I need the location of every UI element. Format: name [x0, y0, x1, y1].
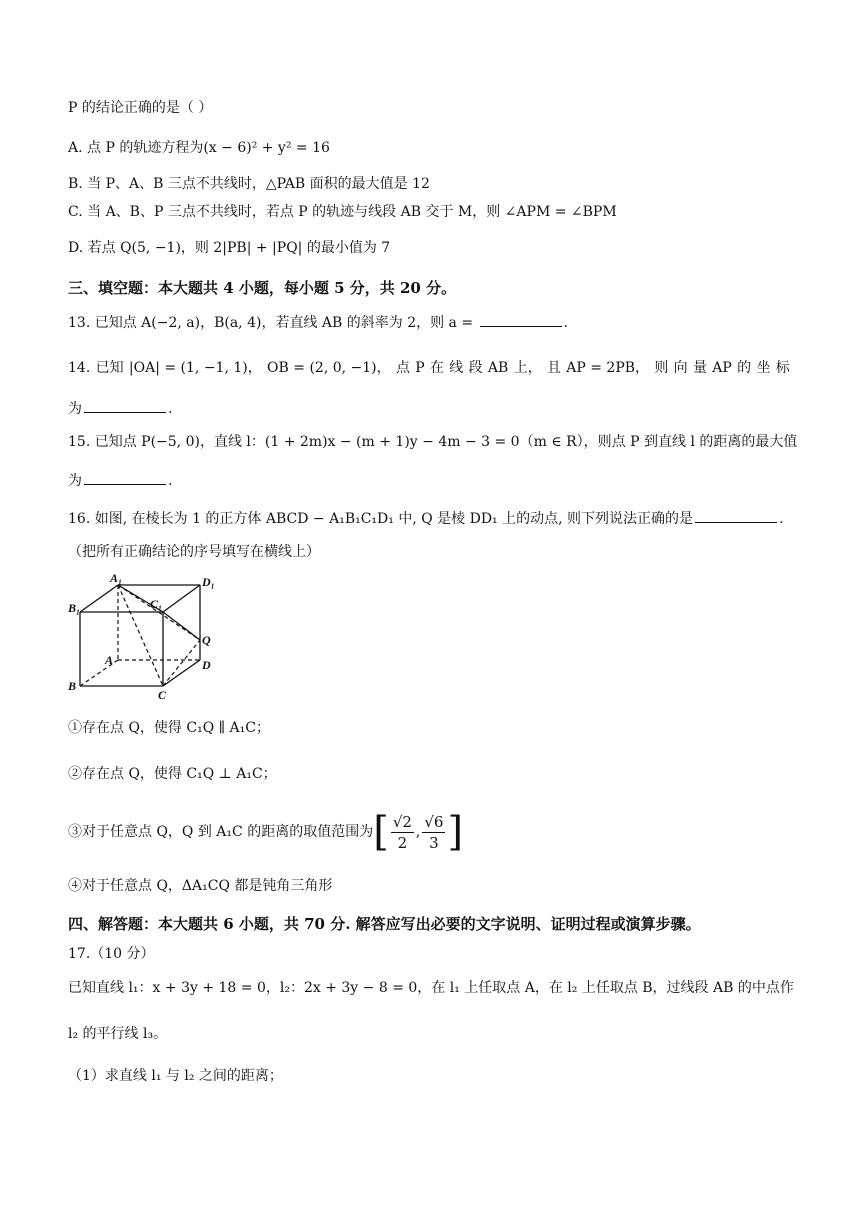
hidden-segment-cq — [163, 640, 200, 686]
fraction-1 — [391, 812, 414, 853]
label-b: B — [68, 679, 77, 693]
q14-end: . — [168, 401, 173, 417]
q16-line1 — [68, 508, 783, 529]
label-c1: C₁ — [150, 597, 163, 611]
answer-blank — [480, 312, 562, 327]
q14-token: 则 — [654, 360, 669, 376]
edge-c1d1 — [163, 585, 200, 612]
q15-line2-start: 为 — [68, 473, 82, 489]
cube-figure — [68, 572, 228, 706]
answer-blank — [84, 398, 166, 413]
q14-token: 量 — [692, 360, 707, 376]
q14-token: P — [415, 360, 425, 376]
q14-token: 14. — [68, 360, 91, 376]
label-c: C — [158, 688, 167, 702]
answer-blank — [84, 470, 166, 485]
q16-end: . — [779, 511, 784, 527]
q14-token: 且 — [546, 360, 561, 376]
q17-line1: 已知直线 l₁：x + 3y + 18 = 0，l₂：2x + 3y − 8 = 0，在 l₁ 上任取点 A，在 l₂ 上任取点 B，过线段 AB 的中点作 — [68, 980, 794, 996]
right-bracket: ] — [447, 809, 464, 855]
left-bracket: [ — [373, 809, 389, 855]
section3-heading: 三、填空题：本大题共 4 小题，每小题 5 分，共 20 分。 — [68, 279, 457, 297]
label-a1: A₁ — [110, 572, 123, 585]
q14-token: 坐 — [756, 360, 771, 376]
numerator-1: √2 — [392, 812, 412, 831]
q13-end: . — [563, 315, 568, 331]
q14-token: 段 — [468, 360, 483, 376]
q14-token: 线 — [449, 360, 464, 376]
cube-diagram — [68, 572, 228, 702]
q14-line1 — [68, 358, 790, 378]
label-d: D — [202, 658, 211, 672]
q16-statement-1: ①存在点 Q，使得 C₁Q ∥ A₁C； — [68, 720, 270, 736]
label-q: Q — [202, 633, 211, 647]
q12-option-b: B. 当 P、A、B 三点不共线时，△PAB 面积的最大值是 12 — [68, 176, 430, 192]
q14-token: AP — [712, 360, 732, 376]
q17-header: 17.（10 分） — [68, 946, 155, 962]
answer-blank — [695, 508, 777, 523]
denominator-1: 2 — [397, 833, 408, 852]
q16-note: （把所有正确结论的序号填写在横线上） — [68, 544, 320, 560]
q14-token: AB — [487, 360, 509, 376]
edge-b1a1 — [80, 585, 118, 612]
interval-comma: , — [415, 824, 421, 840]
q17-part1: （1）求直线 l₁ 与 l₂ 之间的距离； — [68, 1068, 283, 1084]
q12-option-c: C. 当 A、B、P 三点不共线时，若点 P 的轨迹与线段 AB 交于 M，则 ∠APM = ∠BPM — [68, 204, 617, 220]
q14-token: 上， — [513, 360, 542, 376]
section4-heading: 四、解答题：本大题共 6 小题，共 70 分. 解答应写出必要的文字说明、证明过程或演算步骤。 — [68, 915, 701, 933]
q14-token: OB = (2, 0, −1)， — [267, 360, 391, 376]
fraction-2 — [422, 812, 445, 853]
q14-token: 已知 — [95, 360, 124, 376]
q14-token: AP = 2PB， — [566, 360, 650, 376]
label-a: A — [105, 653, 114, 667]
q15-end: . — [168, 473, 173, 489]
q16-s3-text: ③对于任意点 Q，Q 到 A₁C 的距离的取值范围为 — [68, 824, 374, 840]
label-d1: D₁ — [202, 575, 215, 589]
q12-stem-tail: P 的结论正确的是（ ） — [68, 100, 213, 116]
q14-token: 向 — [673, 360, 688, 376]
q14-token: 的 — [737, 360, 752, 376]
q13-text: 13. 已知点 A(−2, a)，B(a, 4)，若直线 AB 的斜率为 2，则 a = — [68, 315, 478, 331]
q15-line1: 15. 已知点 P(−5, 0)，直线 l：(1 + 2m)x − (m + 1)y − 4m − 3 = 0（m ∈ R），则点 P 到直线 l 的距离的最大值 — [68, 434, 798, 450]
q16-statement-2: ②存在点 Q，使得 C₁Q ⊥ A₁C； — [68, 766, 277, 782]
q14-token: |OA| = (1, −1, 1)， — [128, 360, 262, 376]
q16-statement-4: ④对于任意点 Q，ΔA₁CQ 都是钝角三角形 — [68, 878, 333, 894]
q12-option-a: A. 点 P 的轨迹方程为(x − 6)² + y² = 16 — [68, 140, 330, 156]
q14-token: 点 — [395, 360, 410, 376]
numerator-2: √6 — [424, 812, 444, 831]
q12-option-d: D. 若点 Q(5, −1)，则 2|PB| + |PQ| 的最小值为 7 — [68, 240, 391, 256]
q16-text: 16. 如图, 在棱长为 1 的正方体 ABCD − A₁B₁C₁D₁ 中, Q 是棱 DD₁ 上的动点, 则下列说法正确的是 — [68, 511, 694, 527]
q13 — [68, 312, 568, 333]
q14-line2 — [68, 398, 172, 419]
q16-statement-3 — [68, 810, 463, 854]
q14-token: 标 — [775, 360, 790, 376]
q15-line2 — [68, 470, 172, 491]
q14-token: 在 — [429, 360, 444, 376]
label-b1: B₁ — [68, 601, 81, 615]
q17-line2: l₂ 的平行线 l₃。 — [68, 1026, 168, 1042]
interval — [373, 809, 464, 855]
q14-line2-start: 为 — [68, 401, 82, 417]
denominator-2: 3 — [429, 833, 439, 852]
